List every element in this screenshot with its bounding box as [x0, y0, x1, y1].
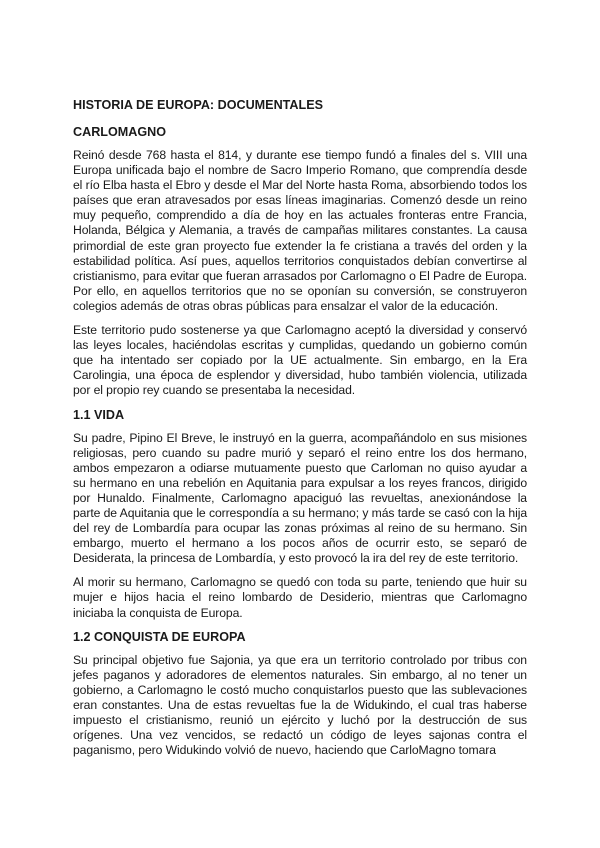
section-conquista: [73, 630, 527, 759]
section-carlomagno: [73, 125, 527, 399]
paragraph: Al morir su hermano, Carlomagno se quedó con toda su parte, teniendo que huir su mujer e hijos hacia el reino lombardo de Desiderio, mientras que Carlomagno iniciaba la conquista de Europa.: [73, 575, 527, 620]
section-heading: 1.1 VIDA: [73, 407, 125, 422]
document-title: HISTORIA DE EUROPA: DOCUMENTALES: [73, 98, 324, 112]
section-heading: CARLOMAGNO: [73, 125, 167, 139]
paragraph: Su padre, Pipino El Breve, le instruyó en la guerra, acompañándolo en sus misiones religiosas, pero cuando su padre murió y separó el reino entre los dos hermano, ambos empezaron a odiarse mutuamente puesto que Carloman no quiso ayudar a su hermano en una rebelión en Aquitania para expulsar a los reyes francos, dirigido por Hunaldo. Finalmente, Carlomagno apaciguó las revueltas, anexionándose la parte de Aquitania que le correspondía a su hermano; y más tarde se casó con la hija del rey de Lombardía para ocupar las zonas próximas al reino de su hermano. Sin embargo, muerto el hermano a los pocos años de ocurrir esto, se separó de Desiderata, la princesa de Lombardía, y esto provocó la ira del rey de este territorio.: [73, 430, 527, 566]
section-heading: 1.2 CONQUISTA DE EUROPA: [73, 629, 246, 644]
paragraph: Reinó desde 768 hasta el 814, y durante ese tiempo fundó a finales del s. VIII una Europa unificada bajo el nombre de Sacro Imperio Romano, que comprendía desde el río Elba hasta el Ebro y desde el Mar del Norte hasta Roma, absorbiendo todos los países que eran atravesados por esas líneas imaginarias. Comenzó desde un reino muy pequeño, comprendido a día de hoy en las actuales fronteras entre Francia, Holanda, Bélgica y Alemania, a través de campañas militares constantes. La causa primordial de este gran proyecto fue extender la fe cristiana a través del orden y la estabilidad política. Así pues, aquellos territorios conquistados debían convertirse al cristianismo, para evitar que fueran arrasados por Carlomagno o El Padre de Europa. Por ello, en aquellos territorios que no se oponían su conversión, se construyeron colegios además de otras obras públicas para ensalzar el valor de la educación.: [73, 148, 527, 313]
paragraph: Este territorio pudo sostenerse ya que Carlomagno aceptó la diversidad y conservó las leyes locales, haciéndolas escritas y cumplidas, quedando un gobierno común que ha intentado ser copiado por la UE actualmente. Sin embargo, en la Era Carolingia, una época de esplendor y diversidad, hubo también violencia, utilizada por el propio rey cuando se presentaba la necesidad.: [73, 323, 527, 398]
section-vida: [73, 408, 527, 621]
document-page: [73, 98, 527, 767]
paragraph: Su principal objetivo fue Sajonia, ya que era un territorio controlado por tribus con jefes paganos y adoradores de elementos naturales. Sin embargo, al no tener un gobierno, a Carlomagno le costó mucho conquistarlos puesto que las sublevaciones eran constantes. Una de estas revueltas fue la de Widukindo, el cual tras haberse impuesto el cristianismo, reunió un ejército y luchó por la destrucción de sus orígenes. Una vez vencidos, se redactó un código de leyes sajonas contra el paganismo, pero Widukindo volvió de nuevo, haciendo que CarloMagno tomara: [73, 652, 527, 758]
